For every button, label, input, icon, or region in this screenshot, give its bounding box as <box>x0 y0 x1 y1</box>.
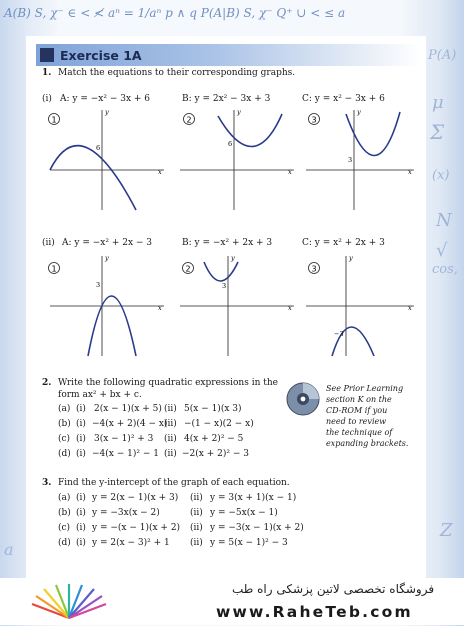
y-axis-label: y <box>105 108 109 116</box>
expression: y = −3x(x − 2) <box>92 508 160 518</box>
sub-label: (ii) <box>190 538 203 548</box>
background-symbol: Z <box>440 520 453 541</box>
question-instruction: Write the following quadratic expressions in the <box>58 378 278 388</box>
y-intercept-label: 6 <box>96 144 101 152</box>
part-label: (d) <box>58 538 71 548</box>
sub-label: (ii) <box>164 449 177 459</box>
note-line: the technique of <box>326 428 393 437</box>
parabola-curve <box>88 296 136 356</box>
question-number: 2. <box>42 378 52 388</box>
expression: 3(x − 1)² + 3 <box>94 434 154 444</box>
background-symbol-strip <box>0 0 464 30</box>
expression: y = 5(x − 1)² − 3 <box>210 538 288 548</box>
sub-label: (i) <box>76 449 86 459</box>
question-number: 1. <box>42 68 52 78</box>
background-symbol: a <box>4 540 14 559</box>
part-label: (d) <box>58 449 71 459</box>
parabola-curve <box>50 146 136 210</box>
note-line: CD-ROM if you <box>326 406 388 415</box>
graph-number: 1 <box>51 264 57 274</box>
sub-label: (i) <box>76 523 86 533</box>
expression: 5(x − 1)(x 3) <box>184 404 242 414</box>
expression: y = −(x − 1)(x + 2) <box>92 523 181 533</box>
y-intercept-label: 3 <box>96 281 101 289</box>
note-line: See Prior Learning <box>326 384 404 393</box>
equation-ii-a: A: y = −x² + 2x − 3 <box>62 238 153 248</box>
background-symbol: N <box>436 210 452 231</box>
part-label: (a) <box>58 404 71 414</box>
open-book-logo <box>24 582 114 622</box>
background-symbols-top: A(B) S, χ⁻ ∈ < ≮ aⁿ = 1/aⁿ p ∧ q P(A|B) S, χ⁻ Q⁺ ∪ < ≤ a <box>4 6 346 20</box>
sub-label: (i) <box>76 419 86 429</box>
graph-number: 2 <box>185 264 191 274</box>
graph-i-1 <box>44 106 166 212</box>
expression: y = 3(x + 1)(x − 1) <box>210 493 297 503</box>
graph-number: 1 <box>51 115 57 125</box>
exercise-title: Exercise 1A <box>60 48 142 63</box>
expression: y = −5x(x − 1) <box>210 508 278 518</box>
equation-i-b: B: y = 2x² − 3x + 3 <box>182 94 271 104</box>
equation-i-a: A: y = −x² − 3x + 6 <box>60 94 151 104</box>
equation-ii-c: C: y = x² + 2x + 3 <box>302 238 385 248</box>
sub-label: (ii) <box>190 493 203 503</box>
graph-ii-1 <box>44 252 166 358</box>
expression: 2(x − 1)(x + 5) <box>94 404 162 414</box>
sub-label: (ii) <box>190 523 203 533</box>
background-symbol: μ <box>432 92 444 113</box>
equation-ii-b: B: y = −x² + 2x + 3 <box>182 238 273 248</box>
y-axis-label: y <box>231 254 235 262</box>
expression: −4(x + 2)(4 − x) <box>92 419 168 429</box>
shop-url[interactable]: www.RaheTeb.com <box>216 603 413 621</box>
graph-number: 2 <box>186 115 192 125</box>
graph-ii-2 <box>174 252 296 358</box>
x-axis-label: x <box>288 168 292 176</box>
background-symbol: (x) <box>432 168 450 183</box>
expression: y = 2(x − 1)(x + 3) <box>92 493 179 503</box>
y-axis-label: y <box>349 254 353 262</box>
x-axis-label: x <box>408 304 412 312</box>
y-intercept-label: −3 <box>334 330 344 338</box>
sub-label: (ii) <box>164 434 177 444</box>
background-symbol: Σ <box>430 120 445 144</box>
background-symbol: √ <box>436 240 448 261</box>
sub-label: (i) <box>76 538 86 548</box>
part-label: (c) <box>58 434 71 444</box>
note-line: need to review <box>326 417 387 426</box>
exercise-square-icon <box>40 48 54 62</box>
part-label: (a) <box>58 493 71 503</box>
graph-number: 3 <box>311 115 317 125</box>
x-axis-label: x <box>158 304 162 312</box>
y-intercept-label: 3 <box>348 156 353 164</box>
x-axis-label: x <box>408 168 412 176</box>
sub-label: (ii) <box>164 404 177 414</box>
sub-label: (i) <box>76 493 86 503</box>
graph-i-3 <box>300 106 422 212</box>
cd-rom-icon <box>286 382 320 416</box>
y-intercept-label: 3 <box>222 282 227 290</box>
graph-number: 3 <box>311 264 317 274</box>
part-label: (c) <box>58 523 71 533</box>
question-number: 3. <box>42 478 52 488</box>
x-axis-label: x <box>158 168 162 176</box>
expression: y = 2(x − 3)² + 1 <box>92 538 170 548</box>
background-symbol: cos, <box>432 262 458 277</box>
note-line: expanding brackets. <box>326 439 409 448</box>
graph-i-2 <box>174 106 296 212</box>
note-line: section K on the <box>326 395 392 404</box>
question-instruction-line2: form ax² + bx + c. <box>58 390 142 400</box>
expression: 4(x + 2)² − 5 <box>184 434 244 444</box>
sub-label: (ii) <box>164 419 177 429</box>
expression: −2(x + 2)² − 3 <box>182 449 249 459</box>
margin-note <box>326 383 409 449</box>
sub-label: (i) <box>76 404 86 414</box>
expression: −4(x − 1)² − 1 <box>92 449 159 459</box>
row-label: (ii) <box>42 238 55 248</box>
part-label: (b) <box>58 508 71 518</box>
background-symbol: P(A) <box>428 48 457 63</box>
y-axis-label: y <box>105 254 109 262</box>
y-axis-label: y <box>237 108 241 116</box>
sub-label: (ii) <box>190 508 203 518</box>
y-intercept-label: 6 <box>228 140 233 148</box>
shop-name: فروشگاه تخصصی لاتین پزشکی راه طب <box>232 582 435 596</box>
row-label: (i) <box>42 94 52 104</box>
parabola-curve <box>204 262 238 281</box>
part-label: (b) <box>58 419 71 429</box>
sub-label: (i) <box>76 508 86 518</box>
expression: y = −3(x − 1)(x + 2) <box>210 523 304 533</box>
sub-label: (i) <box>76 434 86 444</box>
equation-i-c: C: y = x² − 3x + 6 <box>302 94 385 104</box>
x-axis-label: x <box>288 304 292 312</box>
graph-ii-3 <box>300 252 422 358</box>
question-instruction: Match the equations to their corresponding graphs. <box>58 68 296 78</box>
question-instruction: Find the y-intercept of the graph of each equation. <box>58 478 290 488</box>
expression: −(1 − x)(2 − x) <box>184 419 254 429</box>
y-axis-label: y <box>357 108 361 116</box>
